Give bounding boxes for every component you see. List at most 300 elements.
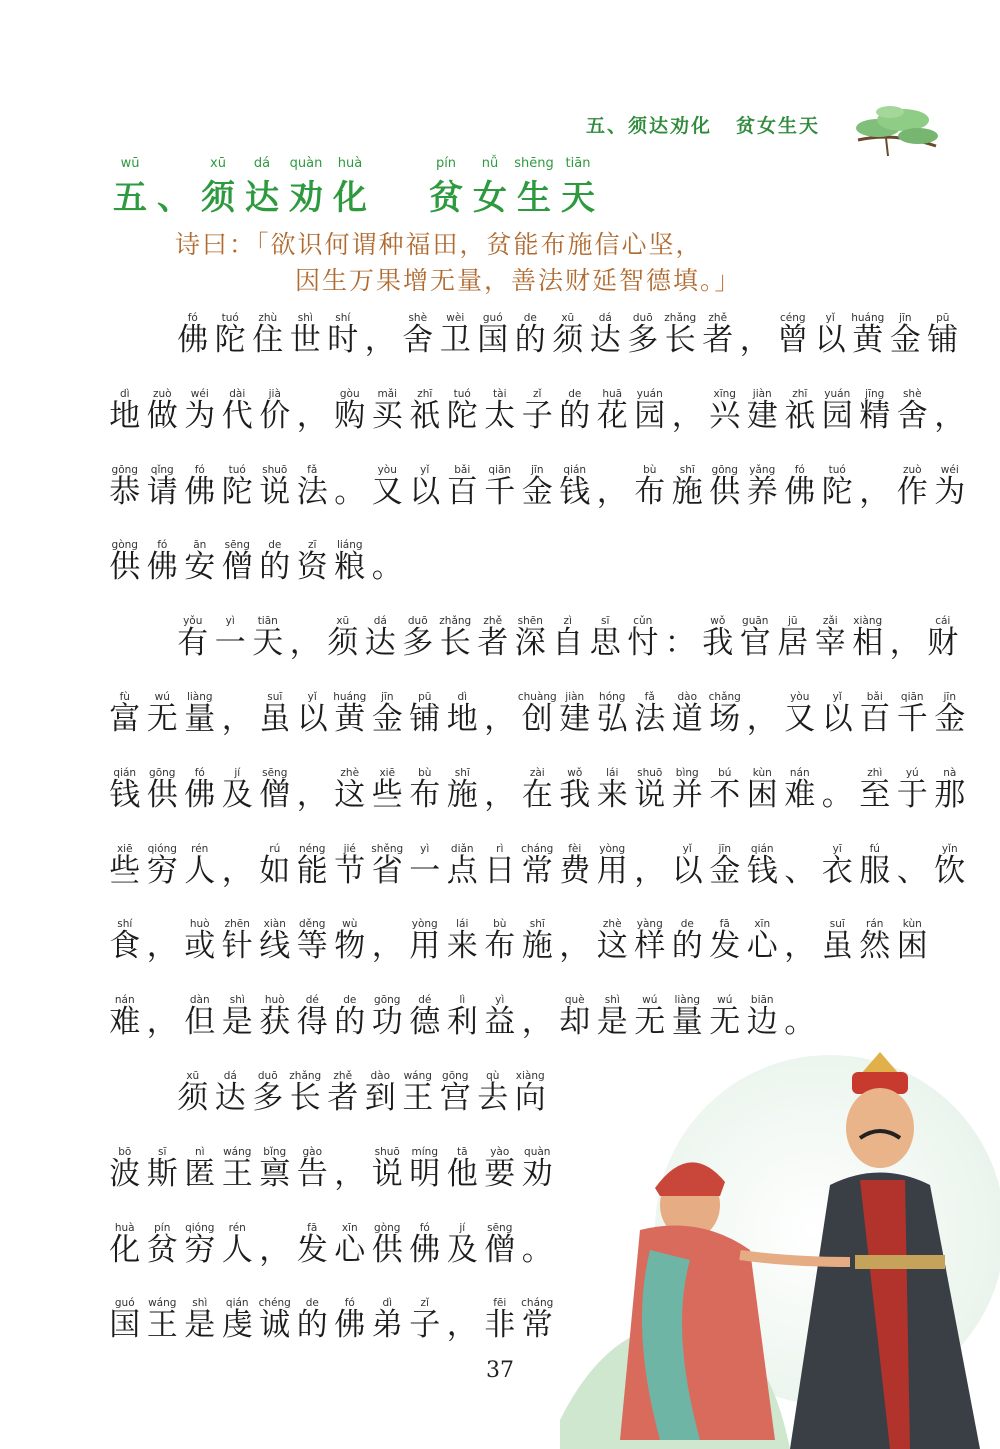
pinyin: wù	[342, 918, 358, 931]
pinyin: xīn	[754, 918, 771, 931]
hanzi: 兴	[709, 397, 741, 434]
page-number: 37	[486, 1358, 514, 1383]
hanzi: 说	[634, 776, 666, 813]
title-hanzi: 天	[561, 178, 595, 218]
pinyin: gòu	[339, 387, 360, 400]
pinyin: zài	[529, 766, 545, 779]
hanzi: 到	[364, 1080, 396, 1116]
pinyin: wú	[154, 691, 170, 703]
pinyin: yǐ	[682, 842, 692, 855]
hanzi: 地	[109, 397, 141, 434]
hanzi: 节	[334, 852, 366, 889]
pinyin: wǒ	[710, 615, 726, 628]
hanzi: 些	[371, 776, 403, 813]
hanzi: 。	[821, 776, 853, 813]
pinyin: fù	[119, 691, 130, 703]
pinyin: qǐng	[150, 463, 174, 476]
pinyin: shuō	[637, 766, 663, 779]
char	[249, 615, 287, 662]
char	[924, 615, 962, 662]
hanzi: 禀	[259, 1155, 291, 1192]
hanzi: 非	[484, 1307, 516, 1344]
text-line	[106, 691, 969, 737]
hanzi: 有	[177, 625, 209, 662]
hanzi: 僧	[484, 1231, 516, 1268]
hanzi: 安	[184, 549, 216, 586]
hanzi: 多	[252, 1080, 284, 1116]
text-line	[106, 1070, 549, 1116]
hanzi: 场	[709, 701, 741, 737]
hanzi: 衣	[821, 852, 853, 889]
hanzi: 陀	[821, 473, 853, 510]
pinyin: yòu	[790, 691, 810, 703]
pinyin: shī	[454, 766, 470, 779]
hanzi: 相	[852, 625, 884, 662]
pinyin: shī	[679, 463, 695, 476]
hanzi: 以	[296, 701, 328, 737]
hanzi: 陀	[221, 473, 253, 510]
hanzi: 天	[252, 625, 284, 662]
pinyin: fǎ	[307, 463, 318, 476]
hanzi: 用	[409, 928, 441, 965]
hanzi: 陀	[214, 322, 246, 358]
pinyin: yòng	[411, 918, 438, 931]
hanzi: ，	[296, 776, 328, 813]
pinyin: qiān	[900, 691, 924, 703]
title-char	[108, 156, 152, 219]
pinyin: fó	[194, 766, 205, 779]
hanzi: 发	[709, 928, 741, 965]
char	[556, 463, 594, 510]
char	[924, 312, 962, 358]
pinyin: zhù	[258, 312, 278, 324]
hanzi: 供	[146, 776, 178, 813]
hanzi: ，	[484, 776, 516, 813]
char	[106, 918, 144, 965]
pinyin: yào	[490, 1145, 510, 1158]
char	[894, 918, 932, 965]
hanzi: 佛	[177, 322, 209, 358]
hanzi: 针	[221, 928, 253, 965]
pinyin: wáng	[223, 1145, 252, 1158]
char	[294, 1145, 332, 1192]
pinyin: yǐn	[941, 842, 958, 855]
hanzi: 住	[252, 322, 284, 358]
pinyin: xū	[186, 1070, 200, 1082]
hanzi: 舍	[402, 322, 434, 358]
hanzi: 国	[109, 1307, 141, 1344]
pinyin: rén	[191, 842, 209, 855]
pinyin: qióng	[185, 1221, 215, 1234]
char	[481, 1221, 519, 1268]
pinyin: xīn	[341, 1221, 358, 1234]
char	[931, 842, 969, 889]
hanzi: 得	[296, 1004, 328, 1041]
hanzi: 为	[934, 473, 966, 510]
pinyin: míng	[411, 1145, 438, 1158]
pinyin: kùn	[752, 766, 772, 779]
hanzi: 是	[221, 1004, 253, 1041]
pinyin: tài	[493, 387, 507, 400]
hanzi: 布	[484, 928, 516, 965]
pinyin: yǐ	[825, 312, 835, 324]
hanzi: 宰	[814, 625, 846, 662]
pinyin: zǎi	[822, 615, 838, 628]
hanzi: 。	[371, 549, 403, 586]
hanzi: 一	[409, 852, 441, 889]
pinyin: nì	[194, 1145, 205, 1158]
hanzi: 如	[259, 852, 291, 889]
pinyin: sī	[601, 615, 610, 628]
title-char	[468, 156, 512, 219]
pinyin: jiàn	[752, 387, 772, 400]
pinyin: mǎi	[377, 387, 398, 400]
hanzi: 施	[521, 928, 553, 965]
pinyin: jīn	[718, 842, 731, 855]
hanzi: ，	[484, 701, 516, 737]
pinyin: tā	[456, 1145, 468, 1158]
hanzi: 富	[109, 701, 141, 737]
char	[781, 766, 819, 813]
pinyin: guó	[114, 1297, 135, 1310]
hanzi: 做	[146, 397, 178, 434]
hanzi: 世	[289, 322, 321, 358]
hanzi: 千	[484, 473, 516, 510]
pinyin: dì	[382, 1297, 393, 1310]
hanzi: 铺	[927, 322, 959, 358]
title-hanzi: 生	[517, 178, 551, 218]
pinyin: xiē	[116, 842, 133, 855]
hanzi: 困	[746, 776, 778, 813]
title-pinyin: huà	[337, 156, 363, 171]
text-line	[106, 615, 962, 662]
hanzi: 养	[746, 473, 778, 510]
hanzi: 时	[327, 322, 359, 358]
char	[369, 549, 407, 585]
hanzi: 佛	[784, 473, 816, 510]
hanzi: 园	[821, 397, 853, 434]
hanzi: 以	[671, 852, 703, 889]
hanzi: 的	[296, 1307, 328, 1344]
char	[849, 615, 887, 662]
hanzi: 布	[634, 473, 666, 510]
char	[294, 463, 332, 510]
text-line	[106, 1297, 556, 1344]
hanzi: 等	[296, 928, 328, 965]
pinyin: cháng	[521, 842, 554, 855]
hanzi: 佛	[146, 549, 178, 586]
pinyin: jīn	[943, 691, 956, 703]
pinyin: bǎi	[866, 691, 883, 703]
title-char	[556, 156, 600, 219]
pinyin: chéng	[258, 1297, 291, 1310]
pinyin: fó	[794, 463, 805, 476]
title-char	[240, 156, 284, 219]
poem-line-2: 因生万果增无量，善法财延智德填。」	[295, 266, 742, 295]
pinyin: ān	[193, 539, 207, 552]
hanzi: ，	[334, 1155, 366, 1192]
pinyin: huà	[114, 1221, 135, 1234]
hanzi: 国	[477, 322, 509, 358]
pinyin: zǐ	[533, 387, 542, 400]
char	[181, 842, 219, 889]
hanzi: ，	[289, 625, 321, 662]
char	[331, 539, 369, 586]
hanzi: 钱	[746, 852, 778, 889]
char	[331, 918, 369, 965]
pinyin: jié	[343, 842, 356, 855]
hanzi: 花	[596, 397, 628, 434]
hanzi: ，	[739, 322, 771, 358]
hanzi: 这	[596, 928, 628, 965]
pinyin: zuò	[152, 387, 172, 400]
pinyin: sēng	[487, 1221, 513, 1234]
hanzi: 人	[184, 852, 216, 889]
hanzi: 钱	[559, 473, 591, 510]
hanzi: 饮	[934, 852, 966, 889]
pinyin: shí	[117, 918, 133, 931]
pinyin: fó	[419, 1221, 430, 1234]
pinyin: wéi	[190, 387, 209, 400]
pinyin: dào	[370, 1070, 391, 1082]
pinyin: fó	[187, 312, 198, 324]
pinyin: qiān	[488, 463, 512, 476]
pinyin: guó	[482, 312, 503, 324]
hanzi: 的	[259, 549, 291, 586]
pinyin: gōng	[374, 994, 401, 1007]
hanzi: 精	[859, 397, 891, 434]
hanzi: ，	[559, 928, 591, 965]
hanzi: 却	[559, 1004, 591, 1041]
hanzi: 千	[896, 701, 928, 737]
hanzi: 心	[334, 1231, 366, 1268]
pinyin: yǐ	[832, 691, 842, 703]
hanzi: 弟	[371, 1307, 403, 1344]
pinyin: bìng	[675, 766, 699, 779]
pinyin: shì	[229, 994, 245, 1007]
hanzi: 供	[109, 549, 141, 586]
hanzi: 多	[402, 625, 434, 662]
hanzi: 供	[709, 473, 741, 510]
pinyin: huò	[189, 918, 210, 931]
pinyin: zhì	[867, 766, 883, 779]
char	[512, 1070, 550, 1116]
hanzi: 长	[289, 1080, 321, 1116]
hanzi: 资	[296, 549, 328, 586]
pinyin: yòng	[599, 842, 626, 855]
pinyin: shè	[408, 312, 428, 324]
pinyin: zī	[308, 539, 317, 552]
hanzi: 舍	[896, 397, 928, 434]
pinyin: suī	[829, 918, 845, 931]
hanzi: 匿	[184, 1155, 216, 1192]
hanzi: 我	[702, 625, 734, 662]
hanzi: 佛	[334, 1307, 366, 1344]
hanzi: 多	[627, 322, 659, 358]
hanzi: 、	[784, 852, 816, 889]
hanzi: 以	[814, 322, 846, 358]
pinyin: zhī	[417, 387, 433, 400]
pinyin: shì	[297, 312, 313, 324]
hanzi: 道	[671, 701, 703, 737]
title-pinyin: tiān	[565, 156, 591, 171]
pinyin: céng	[779, 312, 806, 324]
hanzi: 常	[521, 852, 553, 889]
pinyin: rì	[496, 842, 504, 855]
pinyin: shí	[335, 312, 351, 324]
hanzi: 又	[371, 473, 403, 510]
hanzi: ，	[146, 928, 178, 965]
char	[519, 1297, 557, 1344]
hanzi: 以	[409, 473, 441, 510]
hanzi: 服	[859, 852, 891, 889]
text-line	[106, 766, 969, 813]
pinyin: tuó	[228, 463, 246, 476]
char	[856, 842, 894, 889]
pinyin: huò	[264, 994, 285, 1007]
text-line	[106, 387, 969, 434]
char	[324, 312, 362, 358]
pinyin: fēi	[493, 1297, 507, 1310]
pinyin: yòu	[377, 463, 397, 476]
hanzi: 或	[184, 928, 216, 965]
pinyin: què	[564, 994, 585, 1007]
hanzi: 法	[296, 473, 328, 510]
hanzi: 建	[559, 701, 591, 737]
pinyin: shì	[192, 1297, 208, 1310]
pinyin: dé	[305, 994, 319, 1007]
poem	[175, 227, 742, 299]
hanzi: 无	[634, 1004, 666, 1041]
pinyin: nà	[943, 766, 957, 779]
pinyin: xīng	[713, 387, 736, 400]
hanzi: 的	[559, 397, 591, 434]
hanzi: 难	[784, 776, 816, 813]
pinyin: wéi	[940, 463, 959, 476]
hanzi: 那	[934, 776, 966, 813]
title-char	[196, 156, 240, 219]
pinyin: yǎng	[749, 463, 776, 476]
hanzi: ，	[371, 928, 403, 965]
pinyin: zhě	[483, 615, 503, 628]
hanzi: 至	[859, 776, 891, 813]
pinyin: de	[268, 539, 282, 552]
pinyin: cǔn	[633, 615, 653, 628]
hanzi: 金	[889, 322, 921, 358]
title-hanzi: 须	[201, 178, 235, 218]
hanzi: 子	[521, 397, 553, 434]
char	[219, 1221, 257, 1268]
hanzi: 斯	[146, 1155, 178, 1192]
hanzi: 王	[402, 1080, 434, 1116]
hanzi: 的	[514, 322, 546, 358]
hanzi: 边	[746, 1004, 778, 1041]
pinyin: shè	[902, 387, 922, 400]
pinyin: jiàn	[565, 691, 585, 703]
pinyin: zhè	[340, 766, 360, 779]
pinyin: shuō	[262, 463, 288, 476]
hanzi: 卫	[439, 322, 471, 358]
illustration-two-men	[560, 1000, 1000, 1449]
char	[594, 842, 632, 889]
hanzi: ，	[146, 1004, 178, 1041]
pinyin: qióng	[147, 842, 177, 855]
pine-tree-icon	[848, 98, 943, 160]
hanzi: 太	[484, 397, 516, 434]
title-char	[512, 156, 556, 219]
hanzi: ，	[296, 397, 328, 434]
hanzi: 人	[221, 1231, 253, 1268]
pinyin: jià	[268, 387, 281, 400]
pinyin: rén	[228, 1221, 246, 1234]
hanzi: ，	[364, 322, 396, 358]
hanzi: 宫	[439, 1080, 471, 1116]
hanzi: 波	[109, 1155, 141, 1192]
char	[106, 994, 144, 1041]
hanzi: 这	[334, 776, 366, 813]
pinyin: rú	[269, 842, 281, 855]
hanzi: 是	[596, 1004, 628, 1041]
pinyin: yú	[905, 766, 919, 779]
pinyin: zǐ	[420, 1297, 429, 1310]
pinyin: shì	[604, 994, 620, 1007]
char	[931, 398, 969, 434]
hanzi: 物	[334, 928, 366, 965]
pinyin: shēn	[517, 615, 543, 628]
pinyin: de	[523, 312, 537, 324]
pinyin: liáng	[336, 539, 363, 552]
char	[706, 691, 744, 737]
pinyin: jīn	[531, 463, 544, 476]
pinyin: duō	[407, 615, 428, 628]
pinyin: yuán	[824, 387, 851, 400]
pinyin: lái	[456, 918, 469, 931]
pinyin: pín	[154, 1221, 171, 1234]
pinyin: zì	[563, 615, 572, 628]
title-hanzi: 女	[473, 178, 507, 218]
hanzi: ，	[446, 1307, 478, 1344]
pinyin: yǐ	[307, 691, 317, 703]
pinyin: xū	[336, 615, 350, 628]
pinyin: yuán	[636, 387, 663, 400]
hanzi: 达	[214, 1080, 246, 1116]
hanzi: 心	[746, 928, 778, 965]
text-line	[106, 539, 406, 586]
pinyin: yì	[225, 615, 235, 628]
title-pinyin: shēng	[514, 156, 554, 171]
hanzi: 来	[446, 928, 478, 965]
title-hanzi: 贫	[429, 178, 463, 218]
hanzi: 诚	[259, 1307, 291, 1344]
pinyin: dá	[223, 1070, 237, 1082]
pinyin: zhè	[602, 918, 622, 931]
char	[819, 463, 857, 510]
hanzi: 然	[859, 928, 891, 965]
pinyin: nán	[789, 766, 810, 779]
hanzi: 僧	[259, 776, 291, 813]
hanzi: 黄	[334, 701, 366, 737]
hanzi: 获	[259, 1004, 291, 1041]
title-char	[284, 156, 328, 219]
pinyin: fā	[307, 1221, 318, 1234]
pinyin: fó	[157, 539, 168, 552]
hanzi: 创	[521, 701, 553, 737]
hanzi: 官	[739, 625, 771, 662]
char	[406, 1297, 444, 1344]
hanzi: 用	[596, 852, 628, 889]
pinyin: bǎi	[454, 463, 471, 476]
title-hanzi: 化	[333, 178, 367, 218]
